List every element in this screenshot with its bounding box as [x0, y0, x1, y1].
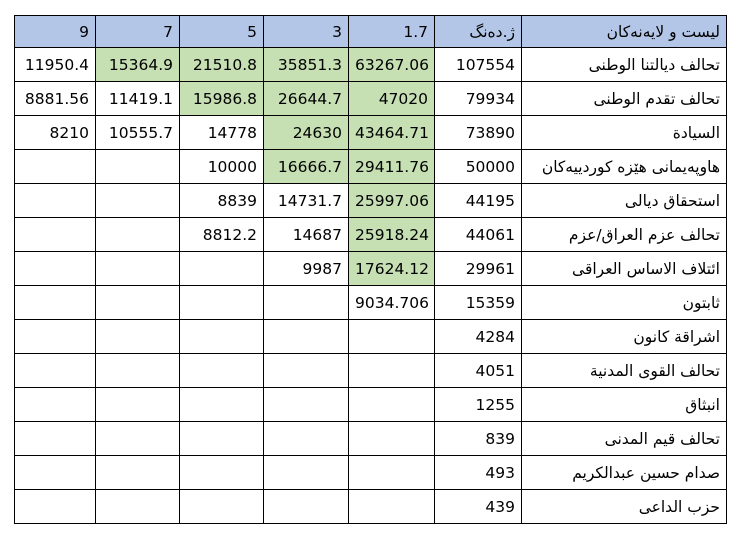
header-list-name: لیست و لایەنەکان — [522, 16, 727, 48]
cell-divisor-5 — [180, 388, 264, 422]
cell-divisor-9 — [15, 320, 96, 354]
table-row — [15, 218, 727, 252]
cell-votes: 107554 — [435, 48, 522, 82]
cell-divisor-5 — [180, 252, 264, 286]
cell-divisor-5: 21510.8 — [180, 48, 264, 82]
table-row — [15, 252, 727, 286]
cell-divisor-3 — [264, 286, 349, 320]
cell-divisor-7 — [96, 320, 180, 354]
cell-divisor-1-7: 25918.24 — [349, 218, 435, 252]
cell-divisor-3: 35851.3 — [264, 48, 349, 82]
cell-votes: 839 — [435, 422, 522, 456]
cell-divisor-7: 10555.7 — [96, 116, 180, 150]
cell-divisor-7 — [96, 286, 180, 320]
cell-divisor-9 — [15, 218, 96, 252]
cell-list-name: انبثاق — [522, 388, 727, 422]
cell-divisor-1-7: 47020 — [349, 82, 435, 116]
table-row — [15, 184, 727, 218]
cell-votes: 1255 — [435, 388, 522, 422]
cell-list-name: تحالف عزم العراق/عزم — [522, 218, 727, 252]
cell-list-name: ائتلاف الاساس العراقى — [522, 252, 727, 286]
cell-divisor-7: 11419.1 — [96, 82, 180, 116]
header-divisor-3: 3 — [264, 16, 349, 48]
cell-divisor-7 — [96, 456, 180, 490]
cell-divisor-3 — [264, 388, 349, 422]
cell-votes: 29961 — [435, 252, 522, 286]
cell-divisor-3 — [264, 422, 349, 456]
election-results-sheet — [14, 15, 727, 524]
table-row — [15, 354, 727, 388]
table-row — [15, 490, 727, 524]
cell-divisor-3: 26644.7 — [264, 82, 349, 116]
cell-divisor-5 — [180, 320, 264, 354]
cell-votes: 15359 — [435, 286, 522, 320]
cell-votes: 73890 — [435, 116, 522, 150]
cell-divisor-5 — [180, 286, 264, 320]
cell-divisor-1-7 — [349, 490, 435, 524]
table-row — [15, 388, 727, 422]
cell-divisor-3: 16666.7 — [264, 150, 349, 184]
table-row — [15, 116, 727, 150]
cell-list-name: ثابتون — [522, 286, 727, 320]
cell-divisor-9 — [15, 354, 96, 388]
cell-divisor-1-7 — [349, 456, 435, 490]
cell-votes: 4051 — [435, 354, 522, 388]
cell-divisor-9 — [15, 184, 96, 218]
header-divisor-5: 5 — [180, 16, 264, 48]
cell-list-name: حزب الداعى — [522, 490, 727, 524]
header-votes: ژ.دەنگ — [435, 16, 522, 48]
cell-divisor-1-7 — [349, 388, 435, 422]
cell-divisor-3 — [264, 456, 349, 490]
cell-divisor-5 — [180, 490, 264, 524]
cell-divisor-3 — [264, 320, 349, 354]
header-divisor-7: 7 — [96, 16, 180, 48]
table-row — [15, 48, 727, 82]
cell-divisor-7 — [96, 422, 180, 456]
cell-divisor-9 — [15, 150, 96, 184]
cell-divisor-1-7 — [349, 354, 435, 388]
table-row — [15, 150, 727, 184]
cell-divisor-7 — [96, 388, 180, 422]
cell-divisor-9 — [15, 252, 96, 286]
cell-divisor-1-7: 63267.06 — [349, 48, 435, 82]
cell-divisor-7: 15364.9 — [96, 48, 180, 82]
cell-divisor-5: 8839 — [180, 184, 264, 218]
cell-divisor-3 — [264, 490, 349, 524]
header-row — [15, 16, 727, 48]
cell-divisor-9 — [15, 422, 96, 456]
table-row — [15, 286, 727, 320]
header-divisor-1-7: 1.7 — [349, 16, 435, 48]
cell-divisor-1-7: 29411.76 — [349, 150, 435, 184]
cell-list-name: السيادة — [522, 116, 727, 150]
cell-divisor-1-7: 17624.12 — [349, 252, 435, 286]
cell-divisor-9 — [15, 388, 96, 422]
cell-divisor-9: 8881.56 — [15, 82, 96, 116]
table-row — [15, 82, 727, 116]
cell-divisor-3 — [264, 354, 349, 388]
cell-divisor-5 — [180, 422, 264, 456]
table-row — [15, 320, 727, 354]
sainte-lague-table — [14, 15, 727, 524]
cell-votes: 4284 — [435, 320, 522, 354]
cell-list-name: تحالف تقدم الوطنى — [522, 82, 727, 116]
cell-divisor-9: 8210 — [15, 116, 96, 150]
cell-votes: 79934 — [435, 82, 522, 116]
cell-divisor-9 — [15, 286, 96, 320]
header-divisor-9: 9 — [15, 16, 96, 48]
cell-divisor-3: 14687 — [264, 218, 349, 252]
cell-list-name: اشراقة كانون — [522, 320, 727, 354]
cell-divisor-9 — [15, 490, 96, 524]
cell-votes: 50000 — [435, 150, 522, 184]
cell-divisor-5: 14778 — [180, 116, 264, 150]
cell-divisor-3: 24630 — [264, 116, 349, 150]
cell-divisor-1-7 — [349, 422, 435, 456]
cell-divisor-7 — [96, 354, 180, 388]
cell-divisor-1-7: 43464.71 — [349, 116, 435, 150]
cell-divisor-5 — [180, 354, 264, 388]
cell-divisor-1-7: 25997.06 — [349, 184, 435, 218]
cell-divisor-5: 15986.8 — [180, 82, 264, 116]
cell-divisor-3: 14731.7 — [264, 184, 349, 218]
cell-list-name: استحقاق ديالى — [522, 184, 727, 218]
cell-divisor-7 — [96, 490, 180, 524]
cell-list-name: هاوپەیمانی هێزە کوردییەکان — [522, 150, 727, 184]
cell-divisor-9: 11950.4 — [15, 48, 96, 82]
cell-divisor-1-7 — [349, 320, 435, 354]
cell-divisor-5: 10000 — [180, 150, 264, 184]
cell-divisor-3: 9987 — [264, 252, 349, 286]
cell-divisor-7 — [96, 252, 180, 286]
cell-divisor-7 — [96, 218, 180, 252]
table-row — [15, 422, 727, 456]
table-body — [15, 48, 727, 524]
cell-divisor-7 — [96, 150, 180, 184]
cell-votes: 44195 — [435, 184, 522, 218]
cell-list-name: صدام حسين عبدالكريم — [522, 456, 727, 490]
table-row — [15, 456, 727, 490]
cell-list-name: تحالف ديالتنا الوطنى — [522, 48, 727, 82]
cell-divisor-5: 8812.2 — [180, 218, 264, 252]
cell-list-name: تحالف القوى المدنية — [522, 354, 727, 388]
cell-votes: 493 — [435, 456, 522, 490]
cell-votes: 439 — [435, 490, 522, 524]
cell-divisor-5 — [180, 456, 264, 490]
cell-list-name: تحالف قيم المدنى — [522, 422, 727, 456]
cell-votes: 44061 — [435, 218, 522, 252]
cell-divisor-7 — [96, 184, 180, 218]
cell-divisor-1-7: 9034.706 — [349, 286, 435, 320]
cell-divisor-9 — [15, 456, 96, 490]
